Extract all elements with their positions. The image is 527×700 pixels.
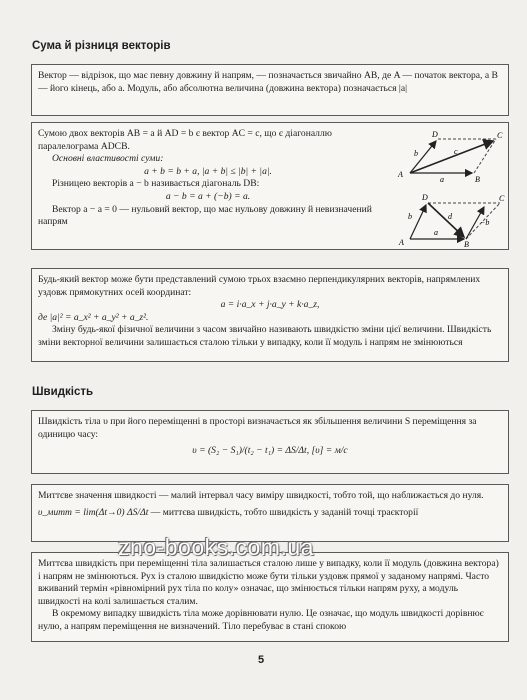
- difference-parallelogram-diagram: [398, 193, 505, 247]
- sum-properties-formula: a + b = b + a, |a + b| ≤ |b| + |a|.: [144, 165, 272, 177]
- instant-velocity-tail: — миттєва швидкість, тобто швидкість у заданій точці траєкторії: [150, 506, 419, 518]
- vector-parallelogram-diagrams: [396, 129, 506, 247]
- page-number: 5: [258, 654, 265, 666]
- label-a: A: [398, 170, 403, 179]
- vector-difference-formula: a − b = a + (−b) = a.: [165, 190, 251, 202]
- label-c2: C: [499, 194, 505, 203]
- label-vec-b2: b: [408, 212, 412, 221]
- rate-of-change-text: Зміну будь-якої фізичної величини з часом звичайно називають швидкістю зміни цієї величини. Швидкість зміни векторної величини залишається сталою тільки у випадку, коли її модуль і напрям не змінюються: [38, 324, 492, 348]
- vector-sum-definition: Сумою двох векторів AB = a й AD = b є вектор AC = c, що є діагоналлю паралелограма ADCB.: [38, 128, 332, 152]
- label-d2: D: [422, 193, 428, 202]
- label-vec-a: a: [440, 175, 444, 184]
- decomposition-text: Будь-який вектор може бути представлений сумою трьох взаємно перпендикулярних векторів, напрямлених уздовж прямокутних осей координат:: [38, 274, 481, 298]
- label-b: B: [475, 175, 480, 184]
- vector-decomposition-box: [31, 268, 509, 362]
- label-vec-minus-b: −b: [480, 218, 490, 227]
- label-c: C: [497, 131, 503, 140]
- modulus-formula: де |a|² = a_x² + a_y² + a_z².: [38, 311, 149, 323]
- vector-b2-arrow: [410, 205, 426, 239]
- velocity-definition-text: Швидкість тіла υ при його переміщенні в просторі визначається як збільшення величини S переміщення за одиницю часу:: [38, 416, 477, 440]
- sum-parallelogram-diagram: [397, 130, 503, 184]
- label-vec-b: b: [414, 149, 418, 158]
- decomposition-formula: a = i·a_x + j·a_y + k·a_z,: [220, 299, 320, 311]
- label-vec-d: d: [448, 212, 452, 221]
- instant-velocity-text: Миттєве значення швидкості — малий інтервал часу виміру швидкості, тобто той, що наближається до нуля.: [38, 490, 484, 501]
- watermark-text: zno-books.com.ua: [118, 534, 314, 560]
- constant-velocity-box: [31, 552, 509, 642]
- label-vec-c: c: [454, 147, 458, 156]
- vector-definition-box: [31, 64, 509, 116]
- constant-velocity-paragraph: Миттєва швидкість при переміщенні тіла залишається сталою лише у випадку, коли її модуль (довжина вектора) і напрям не змінюються. Рух із сталою швидкістю може бути тільки уздовж прямої у заданому напрямі. Часто вживаний термін «рівномірний рух тіла по колу» означає, що змінюється тільки напрям руху, а модуль швидкості на колі залишається сталим.: [38, 558, 499, 607]
- velocity-definition-box: [31, 410, 509, 474]
- velocity-formula: υ = (S₂ − S₁)/(t₂ − t₁) = ΔS/Δt, [υ] = м/с: [192, 445, 348, 457]
- section-title-velocity: Швидкість: [32, 386, 94, 398]
- label-a2: A: [399, 238, 404, 247]
- rest-state-paragraph: В окремому випадку швидкість тіла може дорівнювати нулю. Це означає, що модуль швидкості дорівнює нулю, а напрям переміщення не визначений. Тіло перебуває в стані спокою: [38, 608, 484, 632]
- label-vec-a2: a: [434, 228, 438, 237]
- section-title-vectors: Сума й різниця векторів: [32, 40, 171, 52]
- sum-properties-label: Основні властивості суми:: [52, 153, 164, 165]
- zero-vector-definition: Вектор a − a = 0 — нульовий вектор, що має нульову довжину й невизначений напрям: [38, 203, 372, 228]
- vector-definition-text: Вектор — відрізок, що має певну довжину й напрям, — позначається звичайно AB, де A — початок вектора, а B — його кінець, або a. Модуль, або абсолютна величина (довжина вектора) позначається |a|: [38, 70, 498, 94]
- label-b2: B: [464, 240, 469, 247]
- vector-sum-box: [31, 122, 509, 250]
- label-d: D: [432, 130, 438, 139]
- instant-velocity-formula: υ_митт = lim(Δt→0) ΔS/Δt: [38, 506, 149, 518]
- vector-difference-definition: Різницею векторів a − b називається діагональ DB:: [52, 178, 260, 190]
